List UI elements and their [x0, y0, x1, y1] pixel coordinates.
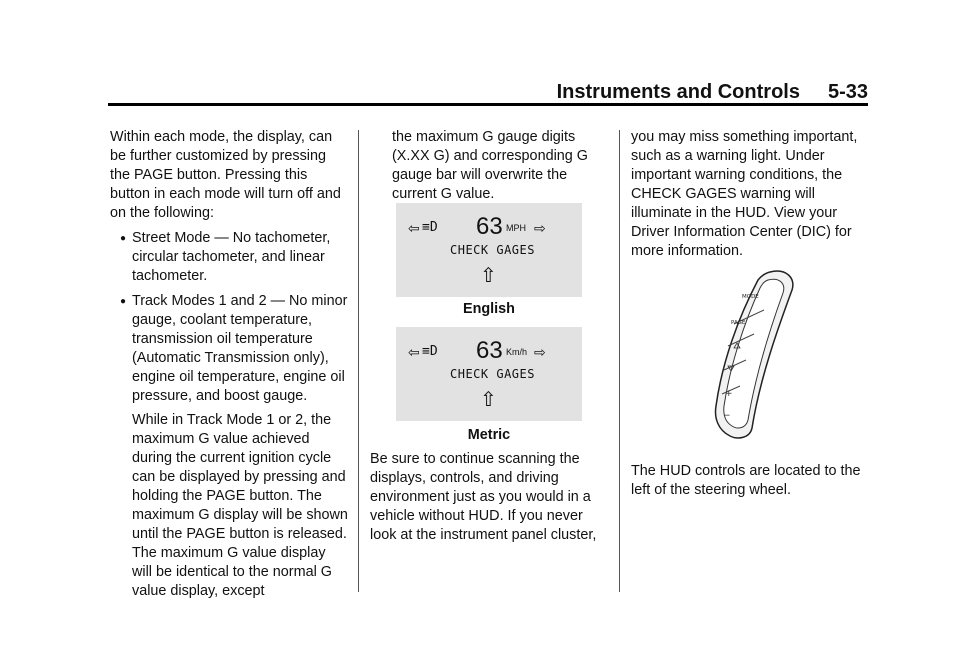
warning-paragraph: you may miss something important, such as a warning light. Under important warning conditions, the CHECK GAGES warning will illuminate in the HUD. View your Driver Information Center (DIC) for more information. — [631, 129, 858, 259]
caption-english: English — [463, 301, 515, 317]
hud-warning: CHECK GAGES — [450, 243, 535, 257]
hud-unit: MPH — [506, 223, 526, 233]
high-beam-icon: ≡D — [422, 220, 438, 235]
mode-label: MODE — [742, 294, 759, 300]
section-title: Instruments and Controls — [556, 81, 800, 103]
intro-paragraph: Within each mode, the display, can be further customized by pressing the PAGE button. Pressing this button in each mode will turn off and on the following: — [110, 129, 341, 221]
bullet-dot-icon: ● — [120, 296, 127, 307]
caption-metric: Metric — [467, 427, 511, 443]
column-3 — [631, 128, 869, 261]
max-g-note: While in Track Mode 1 or 2, the maximum G value achieved during the current ignition cycle can be displayed by pressing and holding the PAGE button. The maximum G display will be shown until the PAGE button is released. The maximum G value display will be identical to the normal G value display, except — [132, 412, 348, 599]
shift-up-arrow-icon: ⇧ — [480, 265, 497, 287]
continued-paragraph: the maximum G gauge digits (X.XX G) and corresponding G gauge bar will overwrite the current G value. — [392, 129, 588, 202]
turn-left-arrow-icon: ⇦ — [408, 344, 420, 360]
minus-icon: − — [723, 411, 731, 421]
column-divider — [358, 130, 359, 592]
hud-speed: 63 — [476, 337, 503, 364]
page-label: PAGE — [731, 320, 746, 326]
scanning-paragraph: Be sure to continue scanning the displays, controls, and driving environment just as you would in a vehicle without HUD. If you never look at the instrument panel cluster, — [370, 451, 597, 543]
high-beam-icon: ≡D — [422, 344, 438, 359]
hud-display-english — [396, 203, 582, 297]
hud-unit: Km/h — [506, 347, 528, 357]
plus-icon: + — [725, 389, 733, 399]
turn-right-arrow-icon: ⇨ — [534, 220, 546, 236]
bullet-street-mode: ● Street Mode — No tachometer, circular tachometer, and linear tachometer. — [120, 230, 331, 284]
turn-right-arrow-icon: ⇨ — [534, 344, 546, 360]
hud-controls-illustration — [708, 268, 798, 440]
page-number: 5-33 — [827, 81, 868, 103]
turn-left-arrow-icon: ⇦ — [408, 220, 420, 236]
page-header — [108, 80, 868, 104]
bullet-track-modes: ● Track Modes 1 and 2 — No minor gauge, coolant temperature, transmission oil temperature (Automatic Transmission only), engine oil temperature, engine oil pressure, and boost gauge. — [120, 293, 348, 404]
hud-warning: CHECK GAGES — [450, 367, 535, 381]
shift-up-arrow-icon: ⇧ — [480, 389, 497, 411]
column-2 — [370, 128, 608, 204]
bullet-dot-icon: ● — [120, 233, 127, 244]
header-rule — [108, 103, 868, 106]
column-divider — [619, 130, 620, 592]
hud-display-metric — [396, 327, 582, 421]
controls-caption: The HUD controls are located to the left of the steering wheel. — [631, 463, 861, 498]
hud-speed: 63 — [476, 213, 503, 240]
column-1 — [110, 128, 348, 601]
